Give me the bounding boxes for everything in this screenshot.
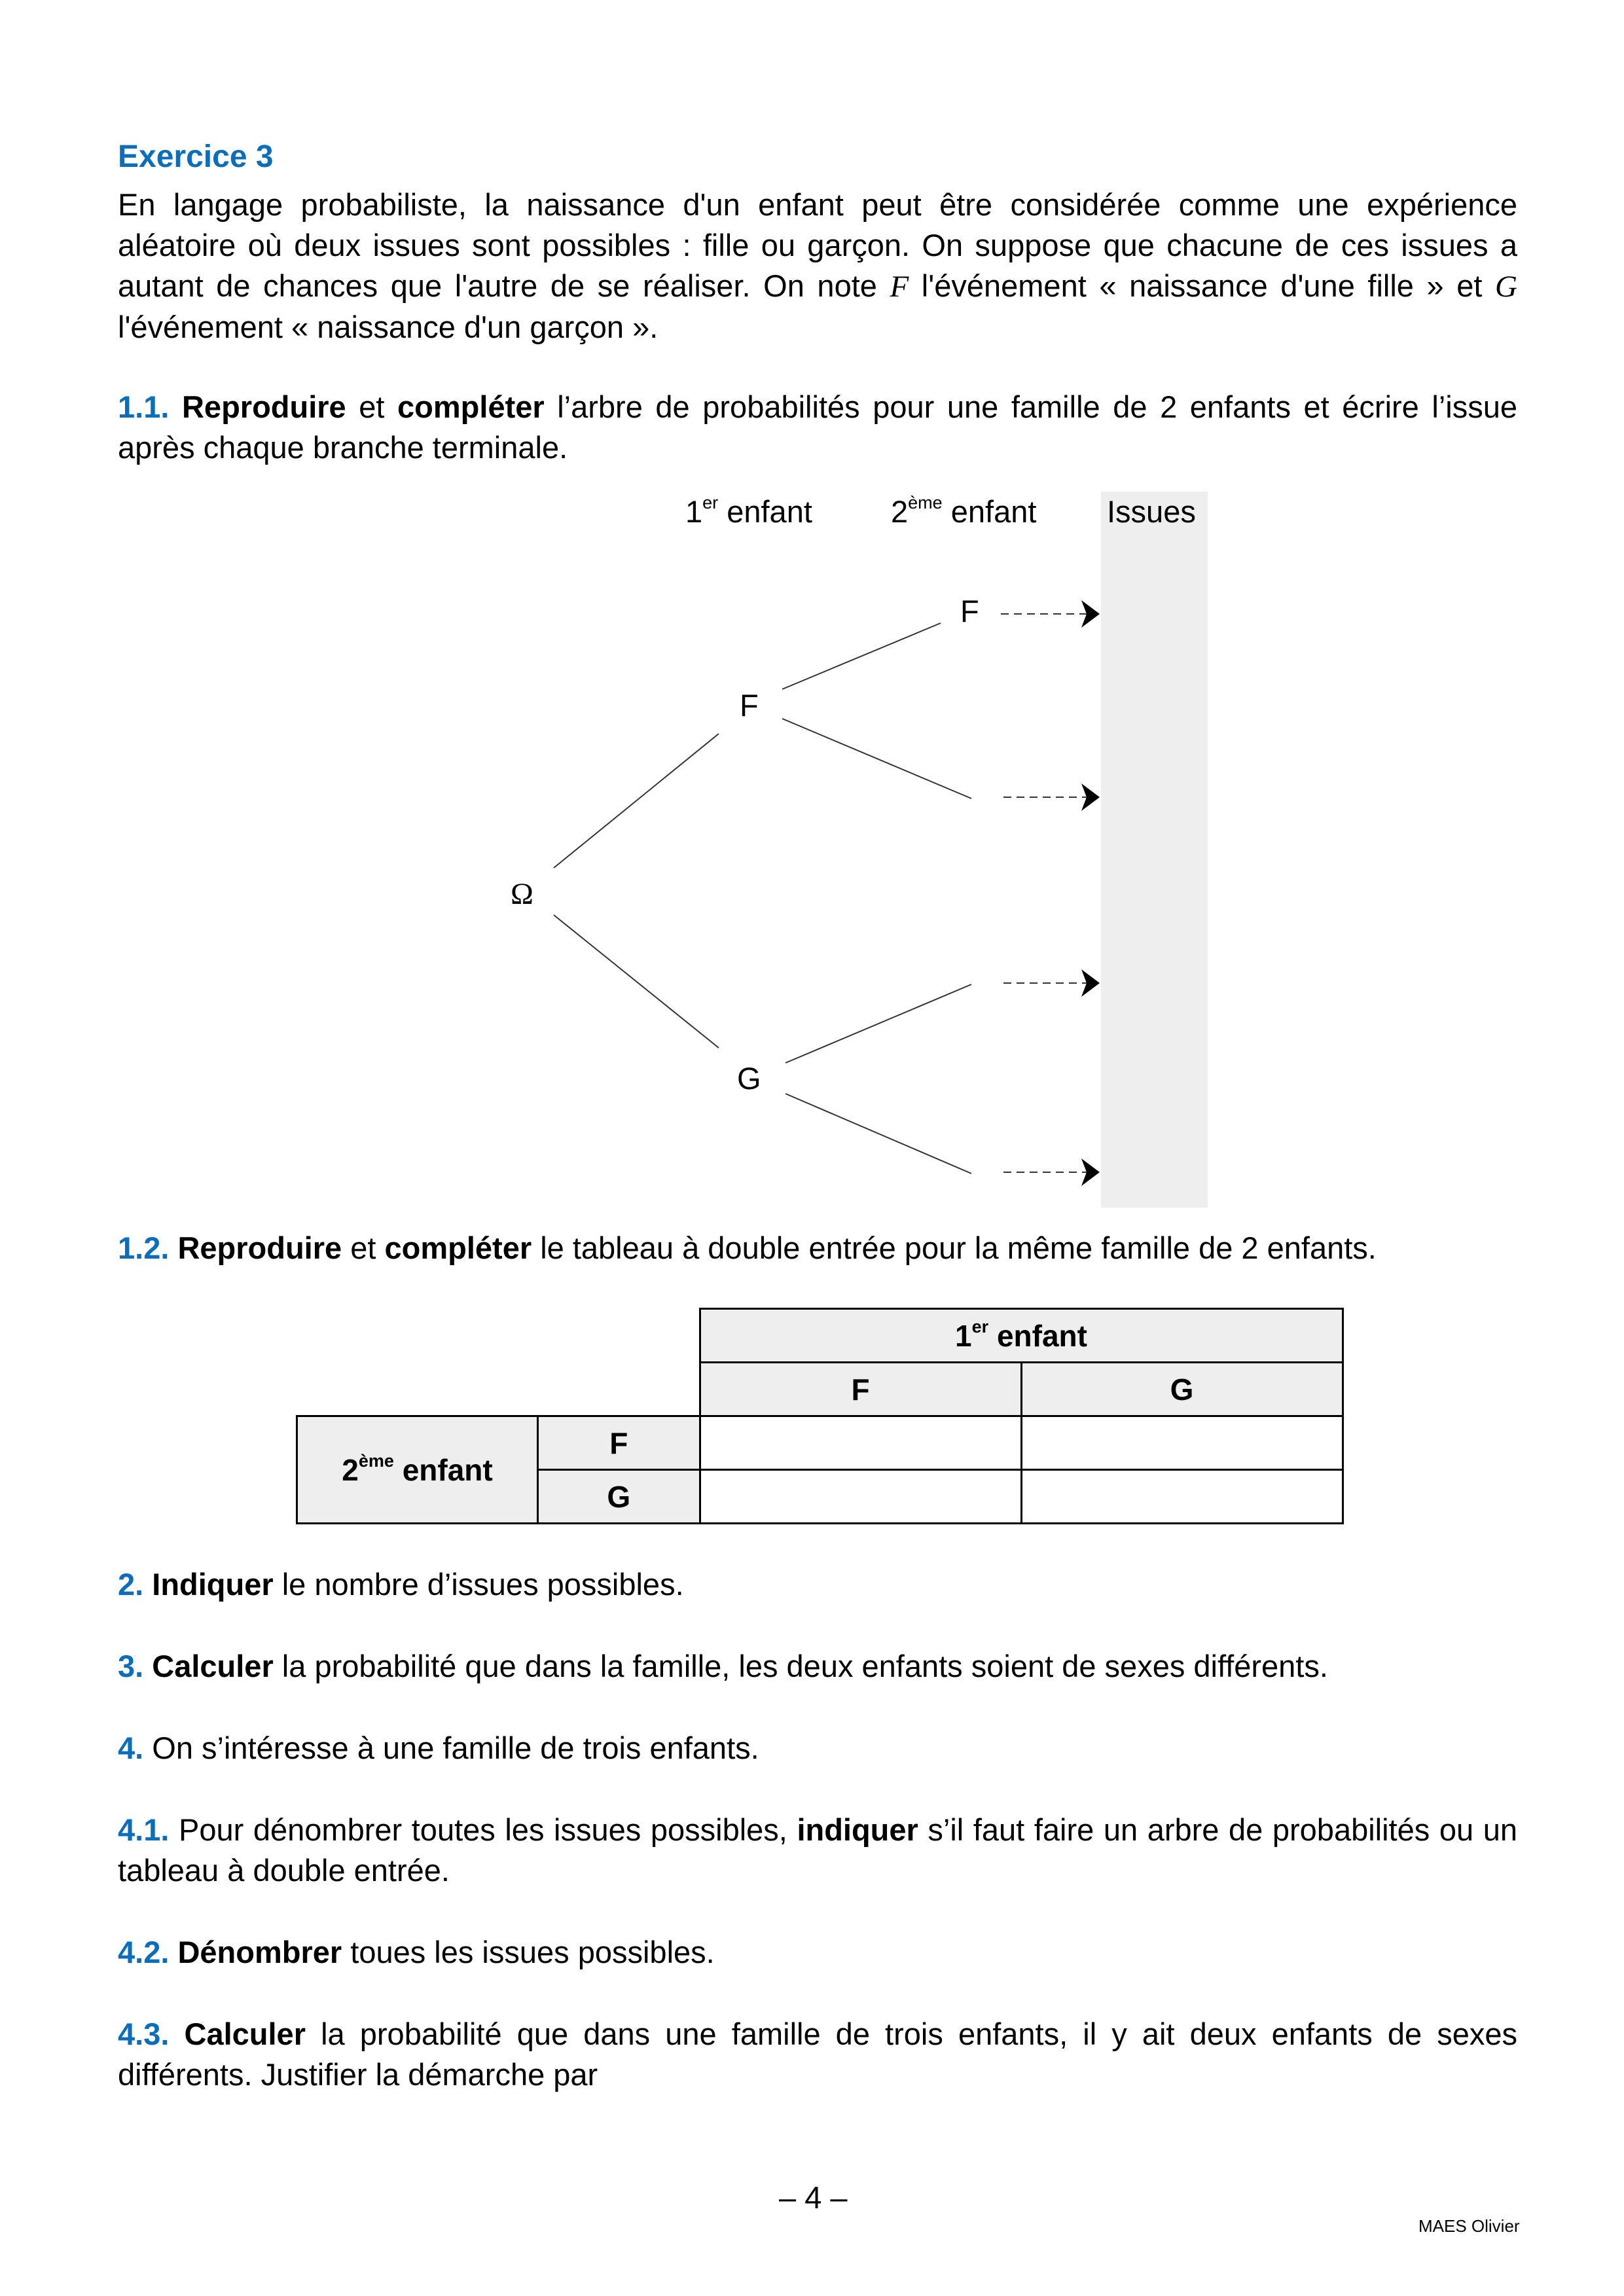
intro-text-3: l'événement « naissance d'un garçon ». — [118, 310, 659, 344]
question-verb: Indiquer — [152, 1567, 274, 1602]
question-verb: compléter — [397, 389, 545, 424]
branch-f-f — [782, 623, 941, 689]
question-text: le tableau à double entrée pour la même famille de 2 enfants. — [532, 1230, 1377, 1265]
branch-root-f — [554, 734, 719, 868]
question-text: l’arbre de probabilités pour une famille de 2 enfants et écrire l’issue après chaque branche terminale. — [118, 389, 1517, 465]
question-number: 2. — [118, 1567, 144, 1602]
question-text: la probabilité que dans la famille, les deux enfants soient de sexes différents. — [273, 1649, 1328, 1683]
author-name: MAES Olivier — [1418, 2216, 1520, 2236]
variable-g: G — [1495, 270, 1517, 304]
col-value-g: G — [1021, 1363, 1343, 1416]
col-header-first-child: 1er enfant — [700, 1309, 1343, 1363]
table-cell-gg[interactable] — [1021, 1470, 1343, 1524]
question-verb: Reproduire — [181, 389, 346, 424]
tree-header-second-child: 2ème enfant — [891, 493, 1037, 529]
tree-header-issues: Issues — [1107, 494, 1196, 529]
col-value-f: F — [700, 1363, 1021, 1416]
question-verb: compléter — [384, 1230, 532, 1265]
branch-g-4 — [785, 1094, 971, 1174]
question-number: 3. — [118, 1649, 144, 1683]
question-number: 4.3. — [118, 2017, 170, 2051]
question-text: le nombre d’issues possibles. — [273, 1567, 684, 1602]
double-entry-table — [296, 1308, 1344, 1524]
question-4-3 — [118, 2014, 1517, 2095]
question-2 — [118, 1564, 1517, 1605]
question-text: et — [346, 389, 398, 424]
question-number: 1.2. — [118, 1230, 170, 1265]
tree-node-g: G — [737, 1061, 761, 1096]
question-number: 4. — [118, 1731, 144, 1765]
intro-text-1: En langage probabiliste, la naissance d'un enfant peut être considérée comme une expérience aléatoire où deux issues sont possibles : fille ou garçon. On suppose que chacune de ces issues a autant de chances que l'autre de se réaliser. On note — [118, 187, 1517, 303]
question-number: 4.1. — [118, 1812, 170, 1847]
row-value-f: F — [538, 1416, 700, 1470]
question-number: 4.2. — [118, 1935, 170, 1969]
question-4 — [118, 1728, 1517, 1768]
question-3 — [118, 1646, 1517, 1687]
question-text: Pour dénombrer toutes les issues possibles, — [169, 1812, 797, 1847]
question-text: s’il faut faire un arbre de probabilités ou un tableau à double entrée. — [118, 1812, 1517, 1888]
tree-node-ff: F — [960, 594, 979, 628]
question-verb: Reproduire — [177, 1230, 342, 1265]
question-verb: Calculer — [152, 1649, 274, 1683]
branch-g-3 — [785, 984, 971, 1063]
table-cell-gf[interactable] — [700, 1470, 1021, 1524]
row-header-second-child: 2ème enfant — [297, 1416, 538, 1524]
table-cell-ff[interactable] — [700, 1416, 1021, 1470]
question-4-1 — [118, 1810, 1517, 1891]
page-number: – 4 – — [779, 2180, 848, 2215]
question-text: et — [342, 1230, 385, 1265]
branch-f-2 — [782, 719, 971, 798]
question-4-2 — [118, 1932, 1517, 1973]
intro-text-2: l'événement « naissance d'une fille » et — [909, 268, 1496, 303]
row-value-g: G — [538, 1470, 700, 1524]
question-verb: Calculer — [184, 2017, 306, 2051]
tree-root-omega: Ω — [511, 877, 533, 911]
question-1-2 — [118, 1228, 1517, 1268]
table-cell-fg[interactable] — [1021, 1416, 1343, 1470]
tree-header-first-child: 1er enfant — [685, 493, 812, 529]
question-verb: indiquer — [797, 1812, 918, 1847]
question-text: toues les issues possibles. — [342, 1935, 715, 1969]
branch-root-g — [554, 915, 719, 1048]
question-text: On s’intéresse à une famille de trois enfants. — [143, 1731, 759, 1765]
question-verb: Dénombrer — [177, 1935, 342, 1969]
tree-node-f: F — [740, 688, 759, 723]
variable-f: F — [890, 270, 909, 304]
question-number: 1.1. — [118, 389, 170, 424]
question-text: la probabilité que dans une famille de trois enfants, il y ait deux enfants de sexes différents. Justifier la démarche par — [118, 2017, 1518, 2092]
exercise-title: Exercice 3 — [118, 139, 274, 174]
